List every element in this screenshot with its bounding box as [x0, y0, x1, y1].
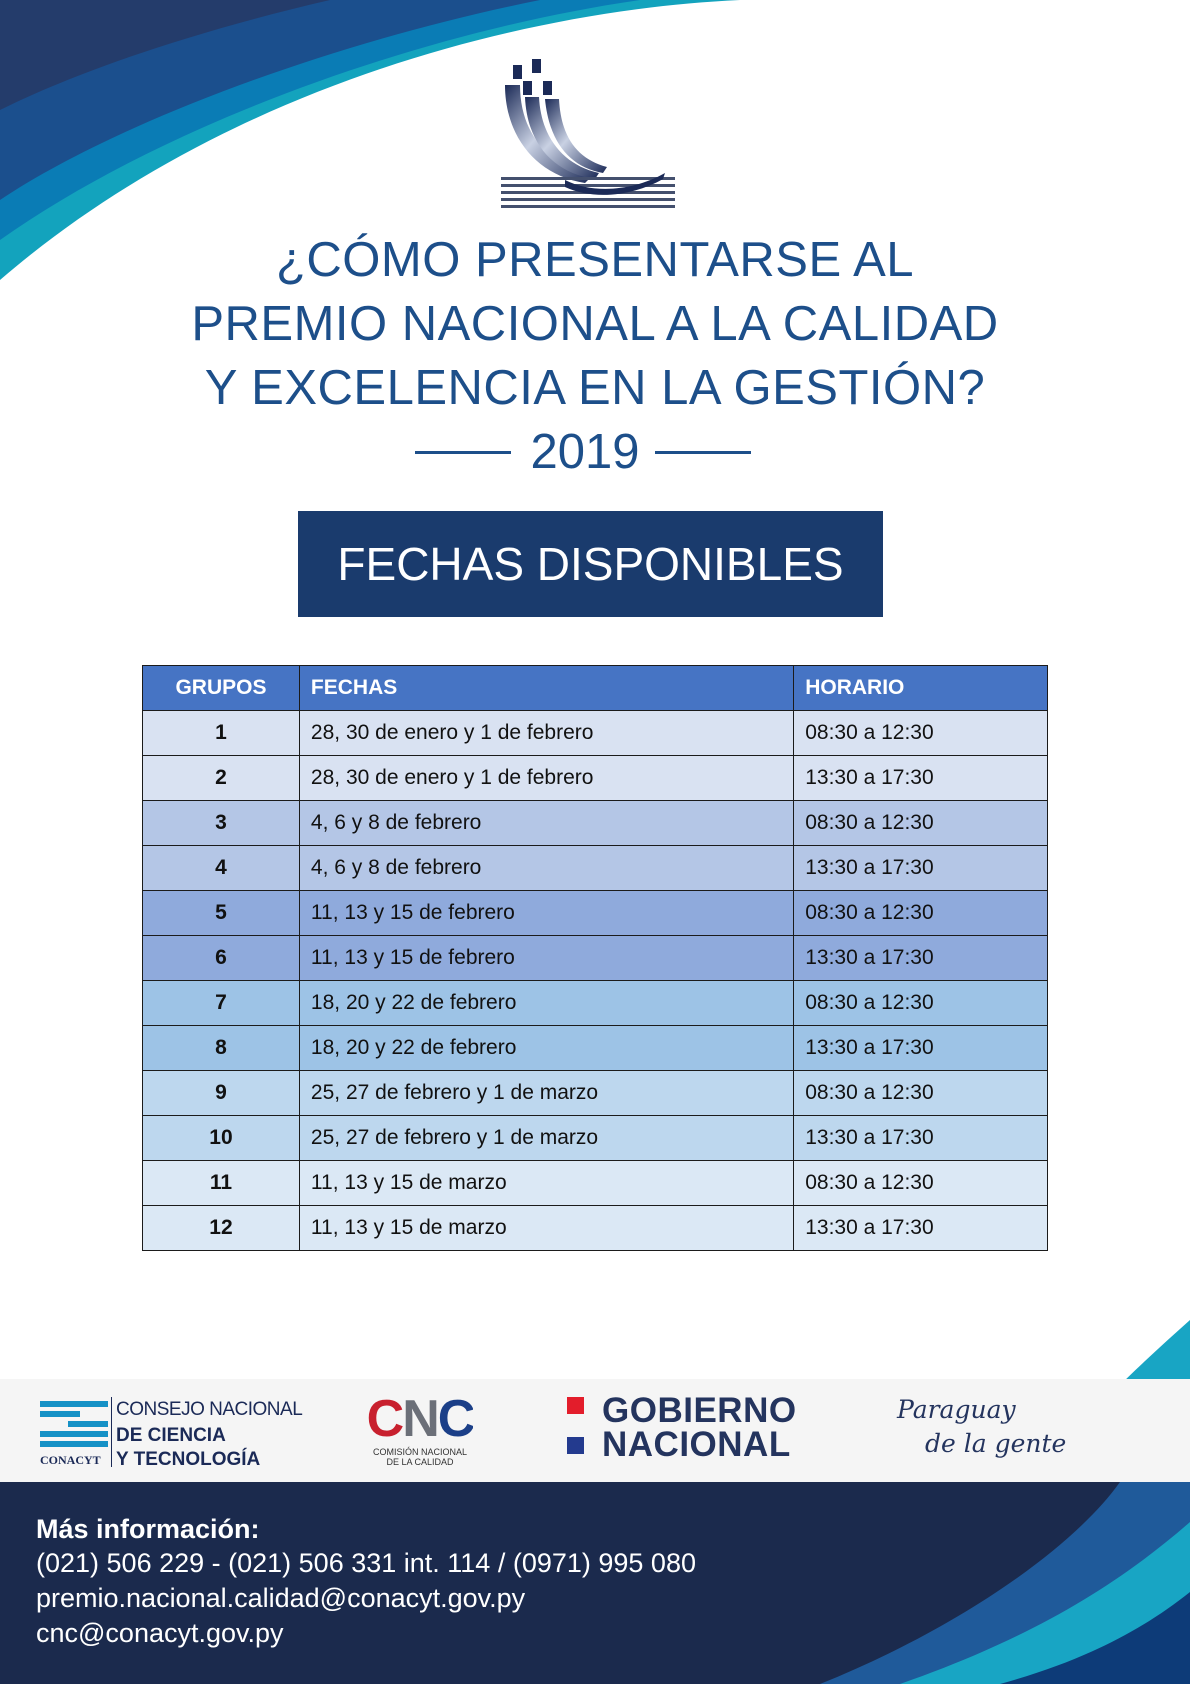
conacyt-line-2: DE CIENCIA	[116, 1425, 226, 1446]
table-row	[143, 1206, 1048, 1251]
horario-cell: 08:30 a 12:30	[794, 1161, 1048, 1206]
horario-cell: 13:30 a 17:30	[794, 1116, 1048, 1161]
header-fechas: FECHAS	[299, 666, 793, 711]
table-row	[143, 756, 1048, 801]
table-row	[143, 846, 1048, 891]
grupo-cell: 8	[143, 1026, 300, 1071]
conacyt-line-1: CONSEJO NACIONAL	[116, 1399, 303, 1420]
cnc-logo	[365, 1391, 475, 1471]
grupo-cell: 5	[143, 891, 300, 936]
horario-cell: 08:30 a 12:30	[794, 1071, 1048, 1116]
title-line-1: ¿CÓMO PRESENTARSE AL	[275, 233, 915, 287]
cnc-sub-1: COMISIÓN NACIONAL	[372, 1447, 467, 1457]
footer-heading: Más información:	[36, 1514, 260, 1544]
blue-square-icon	[567, 1437, 584, 1454]
year-label: 2019	[530, 425, 640, 479]
table-row	[143, 711, 1048, 756]
table-header-row	[143, 666, 1048, 711]
gobierno-line-2: NACIONAL	[602, 1425, 791, 1464]
sponsor-logo-bar	[0, 1379, 1190, 1482]
conacyt-line-3: Y TECNOLOGÍA	[116, 1449, 261, 1470]
fechas-cell: 18, 20 y 22 de febrero	[299, 981, 793, 1026]
cnc-sub-2: DE LA CALIDAD	[386, 1457, 454, 1467]
horario-cell: 13:30 a 17:30	[794, 1026, 1048, 1071]
horario-cell: 13:30 a 17:30	[794, 936, 1048, 981]
table-row	[143, 1026, 1048, 1071]
grupo-cell: 6	[143, 936, 300, 981]
horario-cell: 08:30 a 12:30	[794, 711, 1048, 756]
grupo-cell: 10	[143, 1116, 300, 1161]
header-grupos: GRUPOS	[143, 666, 300, 711]
table-row	[143, 801, 1048, 846]
horario-cell: 13:30 a 17:30	[794, 846, 1048, 891]
fechas-cell: 28, 30 de enero y 1 de febrero	[299, 756, 793, 801]
grupo-cell: 7	[143, 981, 300, 1026]
year-rule-right	[655, 451, 751, 454]
grupo-cell: 12	[143, 1206, 300, 1251]
red-square-icon	[567, 1397, 584, 1414]
premio-logo-icon	[495, 55, 685, 215]
conacyt-abbr: CONACYT	[40, 1453, 101, 1467]
fechas-banner: FECHAS DISPONIBLES	[298, 511, 883, 617]
fechas-cell: 11, 13 y 15 de febrero	[299, 891, 793, 936]
page-title	[0, 228, 1190, 420]
table-row	[143, 1071, 1048, 1116]
footer	[0, 1482, 1190, 1684]
title-line-2: PREMIO NACIONAL A LA CALIDAD	[191, 297, 999, 351]
table-row	[143, 1161, 1048, 1206]
horario-cell: 08:30 a 12:30	[794, 801, 1048, 846]
footer-email-2[interactable]: cnc@conacyt.gov.py	[36, 1618, 284, 1648]
footer-phones: (021) 506 229 - (021) 506 331 int. 114 / (0971) 995 080	[36, 1548, 696, 1578]
grupo-cell: 11	[143, 1161, 300, 1206]
grupo-cell: 4	[143, 846, 300, 891]
schedule-table	[142, 665, 1048, 1251]
horario-cell: 13:30 a 17:30	[794, 1206, 1048, 1251]
header-horario: HORARIO	[794, 666, 1048, 711]
fechas-cell: 11, 13 y 15 de marzo	[299, 1206, 793, 1251]
title-line-3: Y EXCELENCIA EN LA GESTIÓN?	[204, 361, 986, 415]
gobierno-line-1: GOBIERNO	[602, 1391, 797, 1430]
horario-cell: 13:30 a 17:30	[794, 756, 1048, 801]
table-row	[143, 936, 1048, 981]
conacyt-divider	[111, 1397, 112, 1467]
table-row	[143, 981, 1048, 1026]
year-row	[0, 424, 1190, 480]
grupo-cell: 1	[143, 711, 300, 756]
conacyt-logo	[40, 1391, 303, 1471]
fechas-cell: 4, 6 y 8 de febrero	[299, 801, 793, 846]
fechas-cell: 18, 20 y 22 de febrero	[299, 1026, 793, 1071]
cnc-abbr-text: CNC	[366, 1390, 474, 1448]
table-row	[143, 891, 1048, 936]
fechas-cell: 4, 6 y 8 de febrero	[299, 846, 793, 891]
horario-cell: 08:30 a 12:30	[794, 981, 1048, 1026]
horario-cell: 08:30 a 12:30	[794, 891, 1048, 936]
fechas-cell: 25, 27 de febrero y 1 de marzo	[299, 1071, 793, 1116]
fechas-cell: 11, 13 y 15 de marzo	[299, 1161, 793, 1206]
fechas-cell: 11, 13 y 15 de febrero	[299, 936, 793, 981]
footer-email-1[interactable]: premio.nacional.calidad@conacyt.gov.py	[36, 1583, 526, 1613]
paraguay-line-2: de la gente	[925, 1429, 1067, 1458]
table-row	[143, 1116, 1048, 1161]
grupo-cell: 3	[143, 801, 300, 846]
cnc-abbr	[365, 1391, 475, 1447]
paraguay-logo	[895, 1391, 1067, 1471]
year-rule-left	[415, 451, 511, 454]
conacyt-emblem-icon	[40, 1401, 108, 1451]
grupo-cell: 2	[143, 756, 300, 801]
paraguay-line-1: Paraguay	[897, 1395, 1016, 1424]
grupo-cell: 9	[143, 1071, 300, 1116]
fechas-cell: 28, 30 de enero y 1 de febrero	[299, 711, 793, 756]
gobierno-logo	[565, 1393, 805, 1473]
fechas-cell: 25, 27 de febrero y 1 de marzo	[299, 1116, 793, 1161]
